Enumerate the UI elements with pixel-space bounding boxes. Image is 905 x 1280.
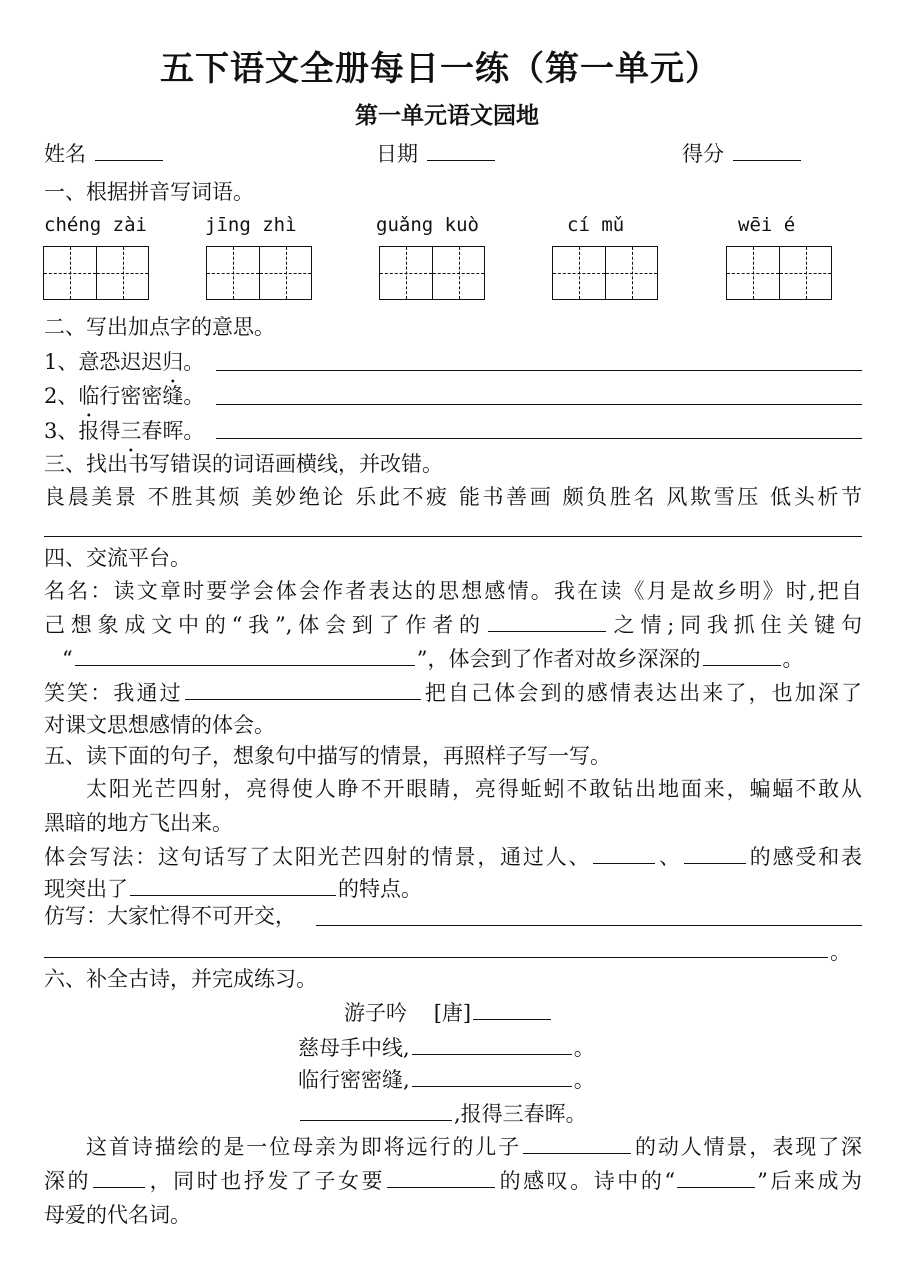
q4-text: ”，体会到了作者对故乡深深的 xyxy=(416,647,701,671)
q4-paragraph-1-line-3 xyxy=(62,642,880,676)
writing-grid-2[interactable] xyxy=(206,246,312,300)
answer-line-q2-3[interactable] xyxy=(216,438,862,439)
q2-item-number: 2、 xyxy=(44,384,79,408)
q1-heading: 一、根据拼音写词语。 xyxy=(44,180,254,204)
answer-line-q5-2[interactable] xyxy=(44,957,828,958)
blank-deep-feeling[interactable] xyxy=(93,1187,145,1188)
q2-item-text: 。 xyxy=(183,350,205,374)
q4-text: 笑笑：我通过 xyxy=(44,681,183,705)
dotted-char: 归 xyxy=(162,350,184,374)
answer-line-q5-1[interactable] xyxy=(316,925,862,926)
q4-heading: 四、交流平台。 xyxy=(44,546,191,570)
name-blank[interactable] xyxy=(95,160,163,161)
q5-text: 、 xyxy=(657,845,682,869)
poem-text: 慈母手中线, xyxy=(298,1036,410,1060)
q4-text: 之情;同我抓住关键句 xyxy=(607,613,862,637)
blank-mother-action[interactable] xyxy=(523,1153,631,1154)
q5-text: 现突出了 xyxy=(44,877,128,901)
blank-feature[interactable] xyxy=(130,895,336,896)
q4-paragraph-1-line-2 xyxy=(44,608,862,642)
q6-paragraph-line-2 xyxy=(44,1164,862,1198)
q2-item-1 xyxy=(44,352,204,373)
q4-paragraph-2-line-2: 对课文思想感情的体会。 xyxy=(44,713,275,737)
poem-text: ,报得三春晖。 xyxy=(454,1102,587,1126)
q6-heading: 六、补全古诗，并完成练习。 xyxy=(44,967,317,991)
q2-item-3 xyxy=(44,421,204,442)
q4-paragraph-1-line-1: 名名：读文章时要学会体会作者表达的思想感情。我在读《月是故乡明》时,把自 xyxy=(44,579,862,603)
poem-title: 游子吟 xyxy=(344,1001,407,1025)
dotted-char: 三 xyxy=(120,419,142,443)
page-title: 五下语文全册每日一练（第一单元） xyxy=(160,49,720,89)
blank-subject-1[interactable] xyxy=(593,863,655,864)
q2-item-text: 报得 xyxy=(78,419,121,443)
blank-poem-1[interactable] xyxy=(412,1054,572,1055)
q2-item-2 xyxy=(44,386,204,407)
poem-dynasty: [唐] xyxy=(433,1001,472,1025)
q5-method-line-1 xyxy=(44,840,862,874)
q2-item-number: 3、 xyxy=(44,419,79,443)
q5-imitate-prompt: 仿写：大家忙得不可开交， xyxy=(44,904,296,928)
blank-quote[interactable] xyxy=(677,1187,755,1188)
blank-poem-2[interactable] xyxy=(412,1086,572,1087)
q5-example-sentence-line-1: 太阳光芒四射，亮得使人睁不开眼睛，亮得蚯蚓不敢钻出地面来，蝙蝠不敢从 xyxy=(86,777,862,801)
pinyin-3: guǎng kuò xyxy=(376,214,479,236)
q2-item-text: 行密密缝。 xyxy=(99,384,205,408)
q4-text: 己想象成文中的“我”,体会到了作者的 xyxy=(44,613,486,637)
date-field xyxy=(376,144,497,165)
poem-line-3 xyxy=(298,1104,587,1125)
q6-text: ”后来成为 xyxy=(757,1169,863,1193)
blank-hometown-feeling[interactable] xyxy=(703,665,781,666)
q5-method-line-2 xyxy=(44,872,862,906)
q3-word-list: 良晨美景 不胜其烦 美妙绝论 乐此不疲 能书善画 颇负胜名 风欺雪压 低头析节 xyxy=(44,485,862,509)
poem-text: 。 xyxy=(573,1068,595,1092)
poem-line-2 xyxy=(298,1070,595,1091)
q4-text: 把自己体会到的感情表达出来了，也加深了 xyxy=(422,681,863,705)
pinyin-1: chéng zài xyxy=(44,214,147,236)
date-blank[interactable] xyxy=(427,160,495,161)
date-label: 日期 xyxy=(376,142,418,166)
q6-paragraph-line-3: 母爱的代名词。 xyxy=(44,1203,191,1227)
q2-item-text: 意恐迟迟 xyxy=(78,350,163,374)
q6-text: 深的 xyxy=(44,1169,92,1193)
q4-text: 。 xyxy=(782,647,804,671)
q2-item-text: 春晖。 xyxy=(141,419,205,443)
q2-item-number: 1、 xyxy=(44,350,79,374)
pinyin-4: cí mǔ xyxy=(567,214,625,236)
score-field xyxy=(682,144,803,165)
poem-text: 临行密密缝, xyxy=(298,1068,410,1092)
page-subtitle: 第一单元语文园地 xyxy=(355,102,539,129)
q5-text: 的感受和表 xyxy=(747,845,863,869)
blank-children-sigh[interactable] xyxy=(387,1187,495,1188)
score-label: 得分 xyxy=(682,142,724,166)
poem-text: 。 xyxy=(573,1036,595,1060)
q4-text: “ xyxy=(62,647,73,671)
blank-poem-3[interactable] xyxy=(300,1120,452,1121)
name-field xyxy=(44,144,165,165)
score-blank[interactable] xyxy=(733,160,801,161)
pinyin-5: wēi é xyxy=(738,214,796,236)
q5-end-mark: 。 xyxy=(830,940,851,964)
writing-grid-3[interactable] xyxy=(379,246,485,300)
q3-heading: 三、找出书写错误的词语画横线，并改错。 xyxy=(44,452,443,476)
q6-text: 的感叹。诗中的“ xyxy=(497,1169,676,1193)
name-label: 姓名 xyxy=(44,142,86,166)
answer-line-q3[interactable] xyxy=(44,536,862,537)
q2-heading: 二、写出加点字的意思。 xyxy=(44,315,275,339)
q5-text: 体会写法：这句话写了太阳光芒四射的情景，通过人、 xyxy=(44,845,592,869)
answer-line-q2-1[interactable] xyxy=(216,370,862,371)
writing-grid-4[interactable] xyxy=(552,246,658,300)
q6-text: 的动人情景，表现了深 xyxy=(633,1135,863,1159)
blank-key-sentence[interactable] xyxy=(75,665,415,666)
blank-feeling[interactable] xyxy=(488,631,606,632)
blank-subject-2[interactable] xyxy=(684,863,746,864)
q5-text: 的特点。 xyxy=(338,877,422,901)
blank-method[interactable] xyxy=(185,699,421,700)
q6-text: ，同时也抒发了子女要 xyxy=(147,1169,386,1193)
poem-line-1 xyxy=(298,1038,595,1059)
poem-title-row xyxy=(344,1003,553,1024)
writing-grid-1[interactable] xyxy=(43,246,149,300)
writing-grid-5[interactable] xyxy=(726,246,832,300)
q6-text: 这首诗描绘的是一位母亲为即将远行的儿子 xyxy=(86,1135,522,1159)
dotted-char: 临 xyxy=(78,384,100,408)
q4-paragraph-2-line-1 xyxy=(44,676,862,710)
q6-paragraph-line-1 xyxy=(86,1130,862,1164)
answer-line-q2-2[interactable] xyxy=(216,404,862,405)
q5-heading: 五、读下面的句子，想象句中描写的情景，再照样子写一写。 xyxy=(44,744,611,768)
blank-poet[interactable] xyxy=(473,1019,551,1020)
pinyin-2: jīng zhì xyxy=(205,214,297,236)
q5-example-sentence-line-2: 黑暗的地方飞出来。 xyxy=(44,811,233,835)
